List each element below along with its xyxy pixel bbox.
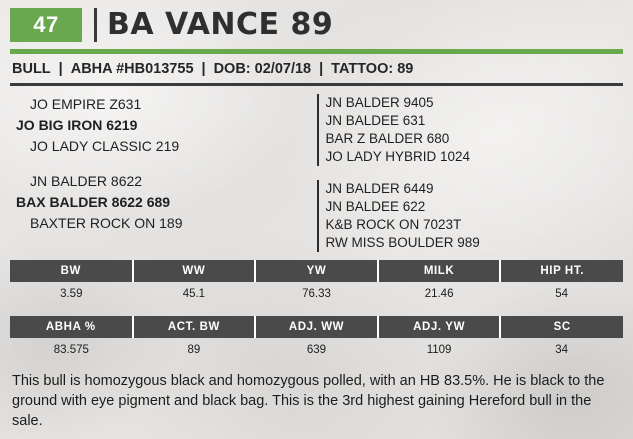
epd-value-ww: 45.1 xyxy=(182,288,206,300)
epd-header-milk: MILK xyxy=(378,260,501,282)
lot-number-badge: 47 xyxy=(10,8,82,42)
epd-header-sc: SC xyxy=(500,316,623,338)
info-separator-3: | xyxy=(319,61,324,77)
pedigree-dam-grandparents xyxy=(317,180,624,252)
epd-value-sc: 34 xyxy=(555,344,569,356)
pedigree-sire-grandparents xyxy=(317,94,624,166)
epd-header-act-bw: ACT. BW xyxy=(133,316,256,338)
page-title: BA VANCE 89 xyxy=(107,7,334,42)
epd-header-adj-ww: ADJ. WW xyxy=(255,316,378,338)
epd-value-abha-pct: 83.575 xyxy=(53,344,89,356)
epd-value-bw: 3.59 xyxy=(60,288,83,300)
description-text: This bull is homozygous black and homozygous polled, with an HB 83.5%. He is black to the ground with eye pigment and black bag. This is the 3rd highest gaining Hereford bull in the sale. xyxy=(12,373,605,429)
info-separator-1: | xyxy=(58,61,63,77)
table-spacer xyxy=(10,307,623,310)
dam-granddam-name: BAXTER ROCK ON 189 xyxy=(30,215,183,231)
info-separator-2: | xyxy=(201,61,206,77)
epd-value-hip-ht: 54 xyxy=(555,288,569,300)
sire-granddam-name: JO LADY CLASSIC 219 xyxy=(30,138,180,154)
pedigree-sire-names xyxy=(16,94,187,157)
dob-label: DOB: 02/07/18 xyxy=(213,61,312,77)
registration-label: ABHA #HB013755 xyxy=(70,61,194,77)
pedigree-section xyxy=(10,86,623,254)
sire-gp-2: JN BALDEE 631 xyxy=(325,113,426,128)
dam-gp-3: K&B ROCK ON 7023T xyxy=(325,217,462,232)
table-row xyxy=(10,282,623,307)
table-header-row xyxy=(10,260,623,282)
title-divider xyxy=(94,8,97,42)
sire-gp-3: BAR Z BALDER 680 xyxy=(325,131,450,146)
epd-value-act-bw: 89 xyxy=(187,344,201,356)
sire-gp-1: JN BALDER 9405 xyxy=(325,95,434,110)
sire-grandsire-name: JO EMPIRE Z631 xyxy=(30,96,142,112)
dam-gp-4: RW MISS BOULDER 989 xyxy=(325,235,480,250)
sire-gp-4: JO LADY HYBRID 1024 xyxy=(325,149,471,164)
epd-value-adj-ww: 639 xyxy=(306,344,327,356)
epd-header-ww: WW xyxy=(133,260,256,282)
epd-value-adj-yw: 1109 xyxy=(426,344,452,356)
epd-table-primary xyxy=(10,260,623,307)
dam-gp-1: JN BALDER 6449 xyxy=(325,181,434,196)
epd-header-hip-ht: HIP HT. xyxy=(500,260,623,282)
epd-value-yw: 76.33 xyxy=(302,288,331,300)
epd-value-milk: 21.46 xyxy=(424,288,454,300)
pedigree-block-sire xyxy=(16,94,317,157)
info-line xyxy=(10,54,623,83)
pedigree-block-dam xyxy=(16,171,317,234)
pedigree-column-right xyxy=(317,94,624,252)
tattoo-label: TATTOO: 89 xyxy=(331,61,414,77)
pedigree-dam-names xyxy=(16,171,187,234)
breed-label: BULL xyxy=(12,61,51,77)
epd-table-secondary xyxy=(10,316,623,363)
dam-gp-2: JN BALDEE 622 xyxy=(325,199,426,214)
pedigree-column-left xyxy=(10,94,317,252)
sire-name: JO BIG IRON 6219 xyxy=(16,117,138,133)
table-header-row xyxy=(10,316,623,338)
dam-name: BAX BALDER 8622 689 xyxy=(16,194,171,210)
epd-header-adj-yw: ADJ. YW xyxy=(378,316,501,338)
epd-header-bw: BW xyxy=(10,260,133,282)
epd-header-abha-pct: ABHA % xyxy=(10,316,133,338)
dam-grandsire-name: JN BALDER 8622 xyxy=(30,173,143,189)
epd-header-yw: YW xyxy=(255,260,378,282)
table-row xyxy=(10,338,623,363)
card-header xyxy=(10,0,623,45)
